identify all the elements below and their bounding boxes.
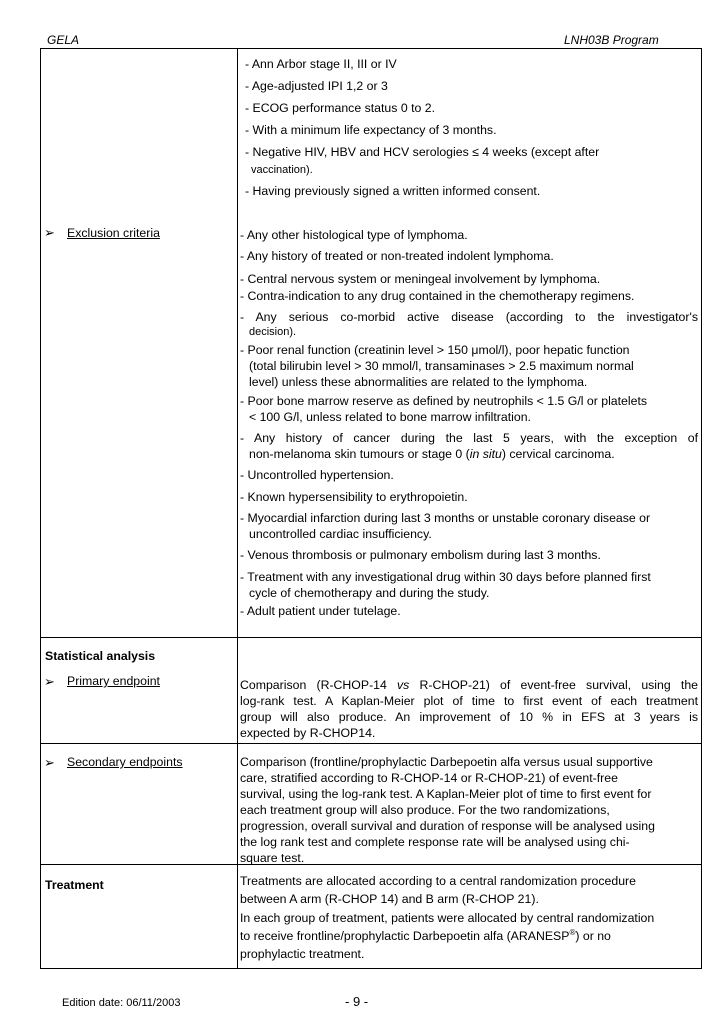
exclusion-item: - Myocardial infarction during last 3 months or unstable coronary disease or	[240, 511, 651, 525]
in-situ-italic: in situ	[469, 447, 502, 461]
treatment-text: prophylactic treatment.	[240, 947, 365, 961]
secondary-endpoints-text: each treatment group will also produce. For the two randomizations,	[240, 803, 610, 817]
exclusion-item-continuation: (total bilirubin level > 30 mmol/l, transaminases > 2.5 maximum normal	[249, 359, 634, 373]
secondary-endpoints-text: survival, using the log-rank test. A Kaplan-Meier plot of time to first event for	[240, 787, 652, 801]
exclusion-item: - Central nervous system or meningeal involvement by lymphoma.	[240, 272, 601, 286]
text-run: ) or no	[575, 929, 611, 943]
row-divider-statistical	[40, 637, 701, 638]
text-run: ) cervical carcinoma.	[501, 447, 615, 461]
treatment-text: between A arm (R-CHOP 14) and B arm (R-CHOP 21).	[240, 892, 539, 906]
text-run: non-melanoma skin tumours or stage 0 (	[249, 447, 470, 461]
treatment-text	[240, 928, 698, 944]
exclusion-item: - Poor renal function (creatinin level > 150 μmol/l), poor hepatic function	[240, 343, 630, 357]
exclusion-item: - Any history of cancer during the last 5 years, with the exception of	[240, 431, 698, 445]
exclusion-criteria-label: Exclusion criteria	[67, 226, 160, 240]
treatment-heading: Treatment	[45, 878, 104, 892]
exclusion-item: - Venous thrombosis or pulmonary embolism during last 3 months.	[240, 548, 601, 562]
primary-endpoint-text: log-rank test. A Kaplan-Meier plot of time to first event of each treatment	[240, 694, 698, 708]
row-divider-secondary	[40, 743, 701, 744]
inclusion-item: - Age-adjusted IPI 1,2 or 3	[245, 79, 388, 93]
exclusion-item: - Uncontrolled hypertension.	[240, 468, 394, 482]
primary-endpoint-text: expected by R-CHOP14.	[240, 726, 376, 740]
secondary-endpoints-text: the log rank test and complete response rate will be analysed using chi-	[240, 835, 630, 849]
exclusion-item-continuation: uncontrolled cardiac insufficiency.	[249, 527, 432, 541]
exclusion-item: - Any history of treated or non-treated indolent lymphoma.	[240, 249, 554, 263]
table-top-border	[40, 48, 701, 49]
primary-endpoint-text: group will also produce. An improvement of 10 % in EFS at 3 years is	[240, 710, 698, 724]
secondary-endpoints-text: square test.	[240, 851, 305, 865]
treatment-text: In each group of treatment, patients were allocated by central randomization	[240, 911, 655, 925]
registered-mark: ®	[569, 927, 576, 937]
arrow-bullet-icon: ➢	[44, 674, 55, 689]
inclusion-item: - With a minimum life expectancy of 3 months.	[245, 123, 497, 137]
exclusion-item-continuation: decision).	[249, 326, 297, 338]
exclusion-item: - Poor bone marrow reserve as defined by neutrophils < 1.5 G/l or platelets	[240, 394, 648, 408]
primary-endpoint-label: Primary endpoint	[67, 674, 160, 688]
exclusion-item-continuation: level) unless these abnormalities are related to the lymphoma.	[249, 375, 588, 389]
inclusion-item: - Negative HIV, HBV and HCV serologies ≤ 4 weeks (except after	[245, 145, 600, 159]
inclusion-item: - ECOG performance status 0 to 2.	[245, 101, 435, 115]
inclusion-item: - Having previously signed a written informed consent.	[245, 184, 541, 198]
treatment-text: Treatments are allocated according to a central randomization procedure	[240, 874, 636, 888]
exclusion-item: - Any serious co-morbid active disease (according to the investigator's	[240, 310, 698, 324]
secondary-endpoints-label: Secondary endpoints	[67, 755, 183, 769]
exclusion-item-continuation	[240, 446, 707, 462]
header-program-name: LNH03B Program	[564, 33, 659, 47]
arrow-bullet-icon: ➢	[44, 755, 55, 770]
exclusion-item: - Any other histological type of lymphoma.	[240, 228, 468, 242]
edition-date: Edition date: 06/11/2003	[62, 997, 181, 1009]
table-bottom-border	[40, 968, 701, 969]
inclusion-item: - Ann Arbor stage II, III or IV	[245, 57, 397, 71]
table-column-divider	[237, 48, 238, 969]
primary-endpoint-text	[240, 677, 698, 693]
arrow-bullet-icon: ➢	[44, 225, 55, 240]
secondary-endpoints-text: progression, overall survival and duration of response will be analysed using	[240, 819, 655, 833]
statistical-analysis-heading: Statistical analysis	[45, 649, 156, 663]
exclusion-item: - Treatment with any investigational drug within 30 days before planned first	[240, 570, 651, 584]
vs-italic: vs	[397, 678, 410, 692]
text-run: to receive frontline/prophylactic Darbepoetin alfa (ARANESP	[240, 929, 570, 943]
exclusion-item: - Contra-indication to any drug contained in the chemotherapy regimens.	[240, 289, 635, 303]
exclusion-item-continuation: < 100 G/l, unless related to bone marrow infiltration.	[249, 410, 531, 424]
exclusion-item: - Known hypersensibility to erythropoietin.	[240, 490, 468, 504]
inclusion-item-continuation: vaccination).	[251, 164, 313, 176]
text-run: R-CHOP-21) of event-free survival, using the	[409, 678, 698, 692]
header-program-group: GELA	[47, 33, 80, 47]
exclusion-item: - Adult patient under tutelage.	[240, 604, 401, 618]
secondary-endpoints-text: care, stratified according to R-CHOP-14 or R-CHOP-21) of event-free	[240, 771, 618, 785]
text-run: Comparison (R-CHOP-14	[240, 678, 398, 692]
secondary-endpoints-text: Comparison (frontline/prophylactic Darbepoetin alfa versus usual supportive	[240, 755, 653, 769]
page-number: - 9 -	[345, 994, 369, 1009]
exclusion-item-continuation: cycle of chemotherapy and during the study.	[249, 586, 490, 600]
